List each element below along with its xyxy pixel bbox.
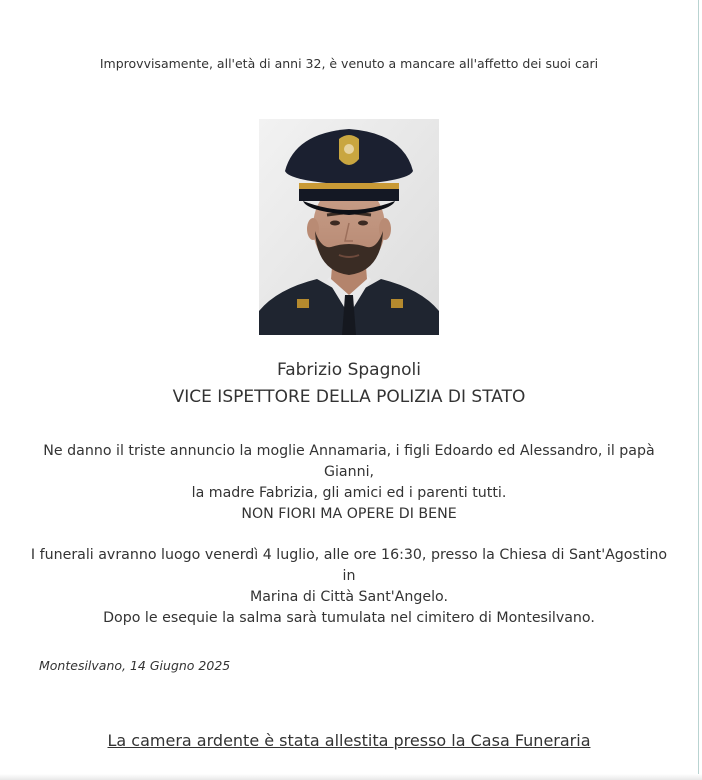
date-place: Montesilvano, 14 Giugno 2025 bbox=[39, 658, 231, 673]
family-line-2: la madre Fabrizia, gli amici ed i parenti tutti. bbox=[191, 485, 507, 501]
funeral-line-1: I funerali avranno luogo venerdì 4 luglio, alle ore 16:30, presso la Chiesa di Sant'Agostino in bbox=[30, 547, 668, 584]
intro-text: Improvvisamente, all'età di anni 32, è venuto a mancare all'affetto dei suoi cari bbox=[99, 56, 599, 71]
funeral-details bbox=[30, 545, 668, 608]
family-line-1: Ne danno il triste annuncio la moglie Annamaria, i figli Edoardo ed Alessandro, il papà Gianni, bbox=[43, 443, 655, 480]
page-border bbox=[698, 0, 699, 780]
chapel-link-container bbox=[0, 731, 698, 750]
deceased-title: VICE ISPETTORE DELLA POLIZIA DI STATO bbox=[172, 387, 526, 407]
bottom-fade bbox=[0, 774, 702, 780]
deceased-name: Fabrizio Spagnoli bbox=[276, 360, 421, 380]
portrait-photo bbox=[259, 119, 439, 335]
flowers-note: NON FIORI MA OPERE DI BENE bbox=[241, 506, 457, 522]
chapel-link[interactable]: La camera ardente è stata allestita presso la Casa Funeraria bbox=[107, 731, 591, 750]
portrait-photo-drawing bbox=[259, 119, 439, 335]
funeral-line-2: Marina di Città Sant'Angelo. bbox=[249, 589, 448, 605]
family-announcement bbox=[30, 441, 668, 504]
burial-note: Dopo le esequie la salma sarà tumulata nel cimitero di Montesilvano. bbox=[103, 610, 595, 626]
